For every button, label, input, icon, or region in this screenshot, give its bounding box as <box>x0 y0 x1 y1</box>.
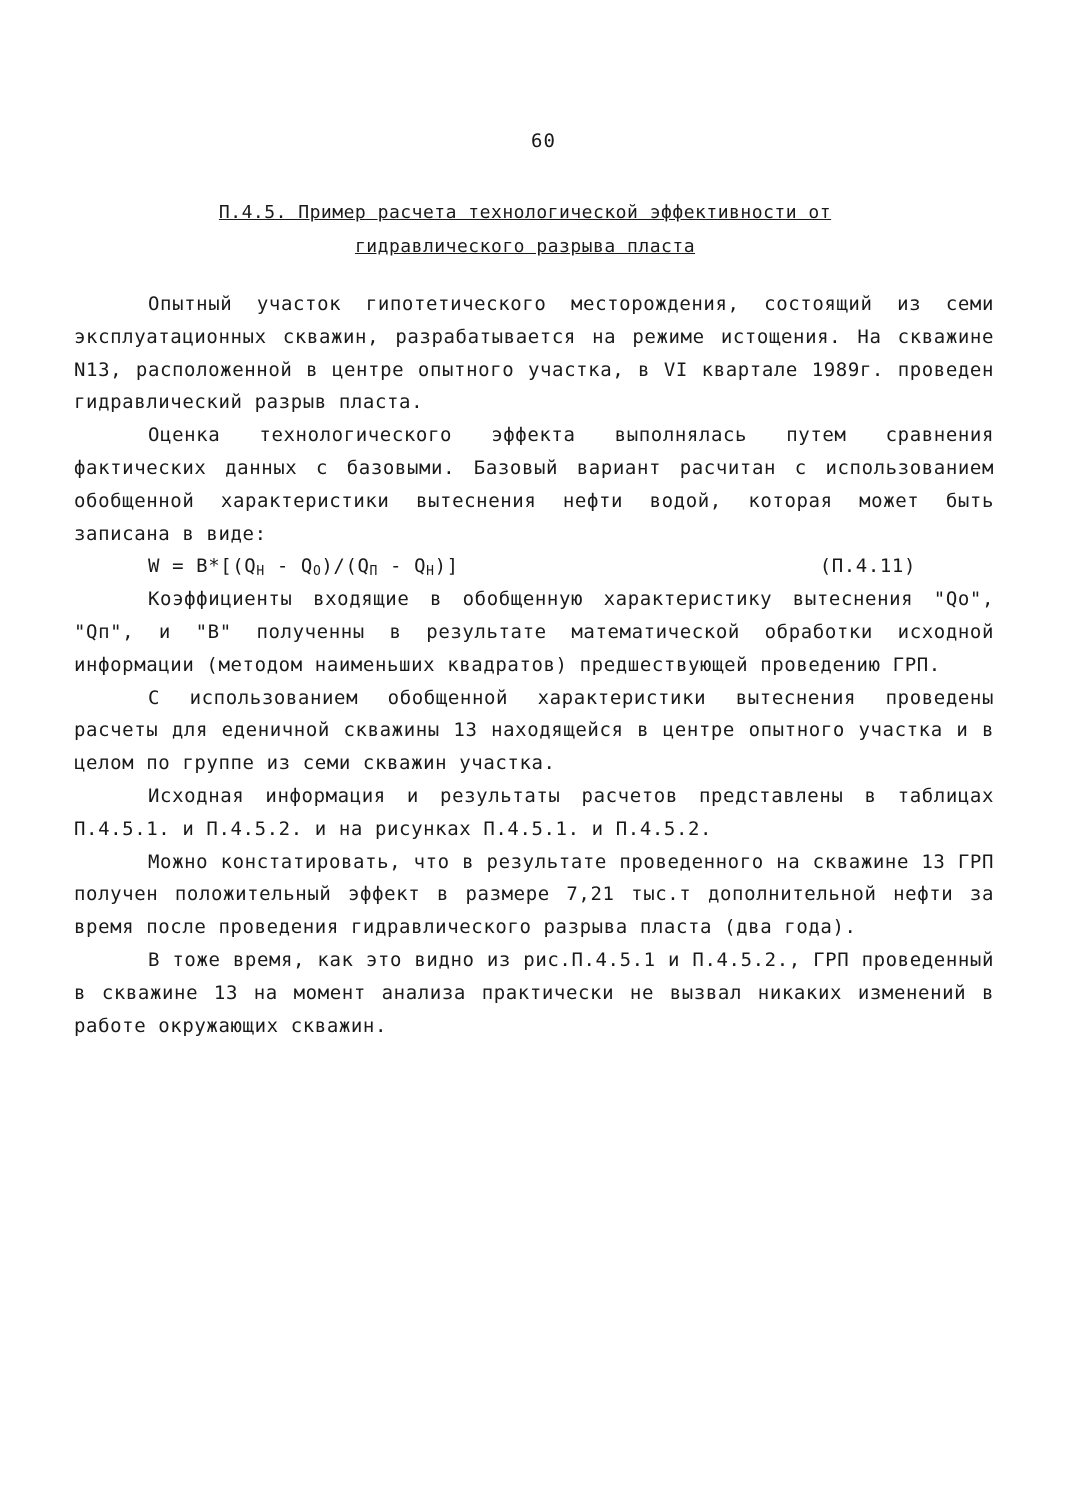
paragraph-6: Можно констатировать, что в результате проведенного на скважине 13 ГРП получен положительный эффект в размере 7,21 тыс.т дополнительной нефти за время после проведения гидравлического разрыва пласта (два года). <box>74 850 994 939</box>
paragraph-4: С использованием обобщенной характеристики вытеснения проведены расчеты для еденичной скважины 13 находящейся в центре опытного участка и в целом по группе из семи скважин участка. <box>74 686 994 775</box>
section-title-line-1: П.4.5. Пример расчета технологической эффективности от <box>218 202 832 223</box>
section-title <box>100 196 950 264</box>
paragraph-3: Коэффициенты входящие в обобщенную характеристику вытеснения "Qo", "Qп", и "B" полученны в результате математической обработки исходной информации (методом наименьших квадратов) предшествующей проведению ГРП. <box>74 588 994 676</box>
page-number: 60 <box>531 130 556 152</box>
formula-label: (П.4.11) <box>819 555 916 578</box>
paragraph-5: Исходная информация и результаты расчетов представлены в таблицах П.4.5.1. и П.4.5.2. и на рисунках П.4.5.1. и П.4.5.2. <box>74 784 994 840</box>
paragraph-7: В тоже время, как это видно из рис.П.4.5.1 и П.4.5.2., ГРП проведенный в скважине 13 на момент анализа практически не вызвал никаких изменений в работе окружающих скважин. <box>74 948 994 1037</box>
paragraph-1: Опытный участок гипотетического месторождения, состоящий из семи эксплуатационных скважин, разрабатывается на режиме истощения. На скважине N13, расположенной в центре опытного участка, в VI квартале 1989г. проведен гидравлический разрыв пласта. <box>74 293 994 414</box>
body-text <box>74 288 994 1042</box>
formula <box>74 550 994 583</box>
formula-expression: $W = B*[(Q_H - Q_O)/(Q_П - Q_H)]$ <box>148 555 459 580</box>
section-title-line-2: гидравлического разрыва пласта <box>354 236 696 257</box>
paragraph-2: Оценка технологического эффекта выполнялась путем сравнения фактических данных с базовыми. Базовый вариант расчитан с использованием обобщенной характеристики вытеснения нефти водой, которая может быть записана в виде: <box>74 424 994 545</box>
